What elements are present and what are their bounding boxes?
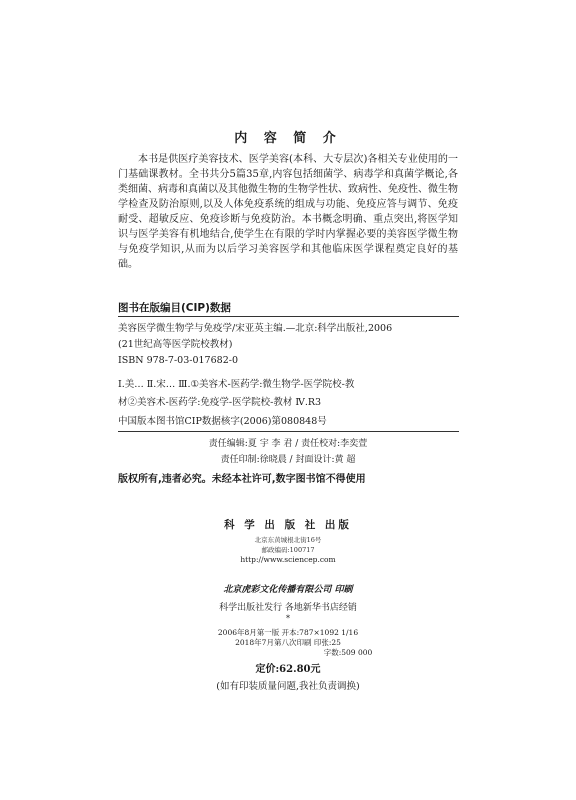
price: 定价:62.80元 [255,664,321,675]
word-count: 字数:509 000 [323,648,373,657]
publisher-postcode: 邮政编码:100717 [261,546,315,554]
printing-line: 2018年7月第八次印刷 印张:25 [235,638,341,647]
separator-star: * [286,614,290,623]
publisher-address: 北京东黄城根北街16号 [254,536,322,544]
printer-line: 北京虎彩文化传播有限公司 印刷 [223,585,353,595]
summary-body: 本书是供医疗美容技术、医学美容(本科、大专层次)各相关专业使用的一门基础课教材。全书共分5篇35章,内容包括细菌学、病毒学和真菌学概论,各类细菌、病毒和真菌以及其他微生物的生物学性状、致病性、免疫性、微生物学检查及防治原则,以及人体免疫系统的组成与功能、免疫应答与调节、免疫耐受、超敏反应、免疫诊断与免疫防治。本书概念明确、重点突出,将医学知识与医学美容有机地结合,使学生在有限的学时内掌握必要的美容医学微生物与免疫学知识,从而为以后学习美容医学和其他临床医学课程奠定良好的基础。 [118,154,458,270]
cip-bottom-rule [118,431,459,432]
production-credits: 责任印制:徐晓晨 / 封面设计:黄 超 [220,455,356,465]
cip-line-isbn: ISBN 978-7-03-017682-0 [118,355,238,366]
summary-title: 内 容 简 介 [234,131,342,146]
editor-credits: 责任编辑:夏 宇 李 君 / 责任校对:李奕萱 [208,439,368,449]
cip-top-rule [118,316,459,317]
publisher-url: http://www.sciencep.com [240,555,336,564]
cip-line-title: 美容医学微生物学与免疫学/宋亚英主编.—北京:科学出版社,2006 [118,323,393,334]
cip-line-subjects-cont: 材②美容术-医药学:免疫学-医学院校-教材 Ⅳ.R3 [118,397,322,408]
publisher-name: 科 学 出 版 社 出版 [224,519,352,531]
quality-note: (如有印装质量问题,我社负责调换) [216,681,360,692]
rights-notice: 版权所有,违者必究。未经本社许可,数字图书馆不得使用 [118,474,366,485]
cip-line-series: (21世纪高等医学院校教材) [118,339,233,350]
edition-line: 2006年8月第一版 开本:787×1092 1/16 [217,628,359,637]
distribution-line: 科学出版社发行 各地新华书店经销 [219,603,357,613]
cip-line-number: 中国版本图书馆CIP数据核字(2006)第080848号 [118,416,327,427]
cip-line-subjects: Ⅰ.美… Ⅱ.宋… Ⅲ.①美容术-医药学:微生物学-医学院校-教 [118,379,355,390]
cip-heading: 图书在版编目(CIP)数据 [118,302,231,314]
